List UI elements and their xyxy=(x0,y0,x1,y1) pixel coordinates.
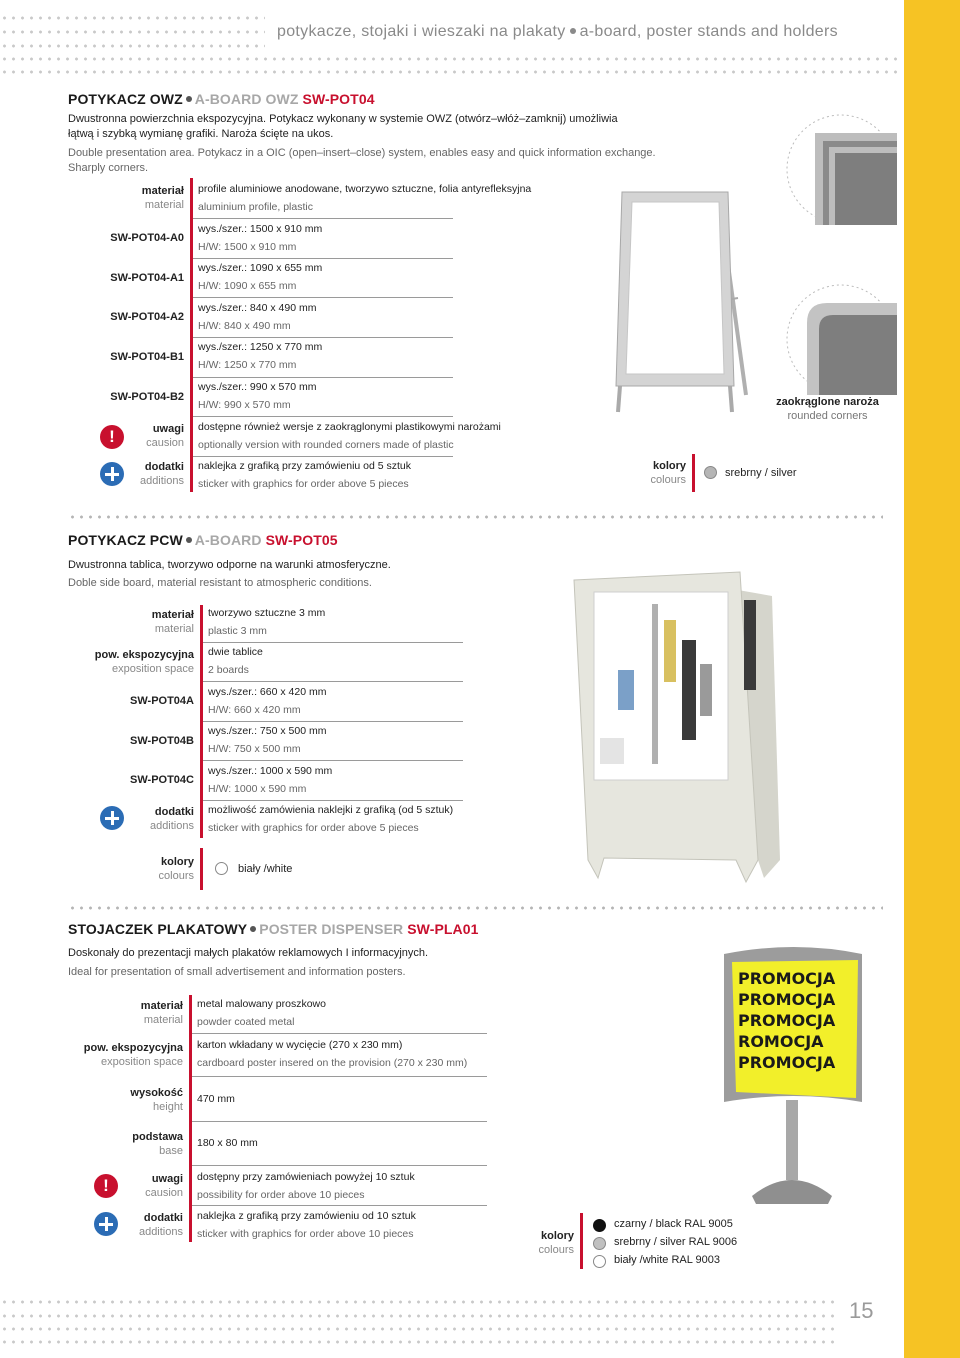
red-divider xyxy=(190,178,193,492)
size-b2: wys./szer.: 990 x 570 mm H/W: 990 x 570 mm xyxy=(198,381,317,411)
exposition-label: pow. ekspozycyjna exposition space xyxy=(83,1042,183,1068)
white-label: biały /white xyxy=(238,863,293,875)
size-b1: wys./szer.: 1250 x 770 mm H/W: 1250 x 770 mm xyxy=(198,341,323,371)
white-swatch xyxy=(593,1255,606,1268)
caution-icon: ! xyxy=(94,1174,118,1198)
silver-label: srebrny / silver RAL 9006 xyxy=(614,1236,738,1248)
red-divider xyxy=(200,848,203,890)
header-dots xyxy=(0,44,265,48)
row-line xyxy=(192,1165,487,1166)
silver-label: srebrny / silver xyxy=(725,467,797,479)
section-title-pcw: POTYKACZ PCW A-BOARD SW-POT05 xyxy=(68,532,338,548)
plus-icon xyxy=(94,1212,118,1236)
section-title-owz: POTYKACZ OWZ A-BOARD OWZ SW-POT04 xyxy=(68,91,375,107)
poster-text xyxy=(738,968,848,1073)
base-value: 180 x 80 mm xyxy=(197,1137,258,1149)
exposition-value: karton wkładany w wycięcie (270 x 230 mm) cardboard poster insered on the provision (270 x 230 mm) xyxy=(197,1039,468,1069)
footer-dots xyxy=(0,1300,840,1304)
row-line xyxy=(193,218,453,219)
header-dots xyxy=(0,30,265,34)
material-label: materiał material xyxy=(140,1000,183,1026)
model-code-a2: SW-POT04-A2 xyxy=(110,311,184,323)
colours-label: kolory colours xyxy=(538,1230,574,1256)
model-code-pot04c: SW-POT04C xyxy=(130,774,194,786)
rounded-corners-label: zaokrąglone naroża rounded corners xyxy=(776,396,879,422)
poster-line: PROMOCJA xyxy=(738,969,836,988)
rounded-corner-detail xyxy=(785,283,897,395)
exposition-value: dwie tablice 2 boards xyxy=(208,646,263,676)
size-a0: wys./szer.: 1500 x 910 mm H/W: 1500 x 910 mm xyxy=(198,223,323,253)
model-code-a0: SW-POT04-A0 xyxy=(110,232,184,244)
material-label: materiał material xyxy=(151,609,194,635)
size-pot04b: wys./szer.: 750 x 500 mm H/W: 750 x 500 mm xyxy=(208,725,327,755)
yellow-side-bar xyxy=(904,0,960,1358)
red-divider xyxy=(580,1213,583,1269)
aboard-pcw-image xyxy=(560,560,790,885)
additions-value: naklejka z grafiką przy zamówieniu od 5 sztuk sticker with graphics for order above 5 pieces xyxy=(198,460,412,490)
model-code-b1: SW-POT04-B1 xyxy=(110,351,184,363)
section-desc-en: Double presentation area. Potykacz in a OIC (open–insert–close) system, enables easy and quick information exchange. Sharply corners. xyxy=(68,147,656,174)
footer-dots xyxy=(0,1340,840,1344)
silver-swatch xyxy=(593,1237,606,1250)
height-label: wysokość height xyxy=(130,1087,183,1113)
caution-label: uwagi causion xyxy=(146,423,184,449)
row-line xyxy=(192,1205,487,1206)
poster-line: PROMOCJA xyxy=(738,1011,836,1030)
additions-value: naklejka z grafiką przy zamówieniu od 10 sztuk sticker with graphics for order above 10 pieces xyxy=(197,1210,416,1240)
model-code-a1: SW-POT04-A1 xyxy=(110,272,184,284)
base-label: podstawa base xyxy=(132,1131,183,1157)
row-line xyxy=(192,1076,487,1077)
caution-label: uwagi causion xyxy=(145,1173,183,1199)
model-code-pot04a: SW-POT04A xyxy=(130,695,194,707)
footer-dots xyxy=(0,1327,840,1331)
model-code-b2: SW-POT04-B2 xyxy=(110,391,184,403)
exposition-label: pow. ekspozycyjna exposition space xyxy=(94,649,194,675)
size-pot04a: wys./szer.: 660 x 420 mm H/W: 660 x 420 mm xyxy=(208,686,327,716)
white-swatch xyxy=(215,862,228,875)
poster-line: PROMOCJA xyxy=(738,1053,836,1072)
material-label: materiał material xyxy=(141,185,184,211)
row-line xyxy=(193,416,453,417)
additions-value: możliwość zamówienia naklejki z grafiką (od 5 sztuk) sticker with graphics for order above 5 pieces xyxy=(208,804,454,834)
silver-swatch xyxy=(704,466,717,479)
sharp-corner-detail xyxy=(785,113,897,225)
header-dots xyxy=(0,57,900,61)
poster-line: ROMOCJA xyxy=(738,1032,824,1051)
row-line xyxy=(192,1033,487,1034)
red-divider xyxy=(692,454,695,492)
page-number: 15 xyxy=(849,1298,874,1323)
height-value: 470 mm xyxy=(197,1093,235,1105)
row-line xyxy=(203,760,463,761)
caution-icon: ! xyxy=(100,425,124,449)
material-value: profile aluminiowe anodowane, tworzywo sztuczne, folia antyrefleksyjna aluminium profile, plastic xyxy=(198,183,532,213)
row-line xyxy=(203,681,463,682)
footer-dots xyxy=(0,1314,840,1318)
section-divider xyxy=(68,515,883,519)
section-desc-pl: Dwustronna powierzchnia ekspozycyjna. Potykacz wykonany w systemie OWZ (otwórz–włóż–zamknij) umożliwia łątwą i szybką wymianę grafiki. Naroża ścięte na ukos. xyxy=(68,113,618,140)
colours-label: kolory colours xyxy=(158,856,194,882)
header-dots xyxy=(0,70,900,74)
size-pot04c: wys./szer.: 1000 x 590 mm H/W: 1000 x 590 mm xyxy=(208,765,333,795)
page-header-title: potykacze, stojaki i wieszaki na plakaty a-board, poster stands and holders xyxy=(277,23,838,40)
white-label: biały /white RAL 9003 xyxy=(614,1254,720,1266)
additions-label: dodatki additions xyxy=(139,461,184,487)
aboard-owz-image xyxy=(608,180,758,420)
material-value: tworzywo sztuczne 3 mm plastic 3 mm xyxy=(208,607,326,637)
section-desc-en: Ideal for presentation of small advertisement and information posters. xyxy=(68,966,406,978)
caution-value: dostępny przy zamówieniach powyżej 10 sztuk possibility for order above 10 pieces xyxy=(197,1171,415,1201)
caution-value: dostępne również wersje z zaokrąglonymi plastikowymi narożami optionally version with rounded corners made of plastic xyxy=(198,421,501,451)
section-desc-en: Doble side board, material resistant to atmospheric conditions. xyxy=(68,577,372,589)
black-swatch xyxy=(593,1219,606,1232)
black-label: czarny / black RAL 9005 xyxy=(614,1218,733,1230)
additions-label: dodatki additions xyxy=(149,806,194,832)
section-desc-pl: Doskonały do prezentacji małych plakatów reklamowych I informacyjnych. xyxy=(68,947,429,959)
row-line xyxy=(192,1121,487,1122)
section-divider xyxy=(68,906,883,910)
poster-line: PROMOCJA xyxy=(738,990,836,1009)
colours-label: kolory colours xyxy=(650,460,686,486)
material-value: metal malowany proszkowo powder coated metal xyxy=(197,998,326,1028)
section-title-poster: STOJACZEK PLAKATOWY POSTER DISPENSER SW-PLA01 xyxy=(68,921,479,937)
additions-label: dodatki additions xyxy=(138,1212,183,1238)
size-a2: wys./szer.: 840 x 490 mm H/W: 840 x 490 mm xyxy=(198,302,317,332)
header-dots xyxy=(0,16,265,20)
section-desc-pl: Dwustronna tablica, tworzywo odporne na warunki atmosferyczne. xyxy=(68,559,391,571)
model-code-pot04b: SW-POT04B xyxy=(130,735,194,747)
size-a1: wys./szer.: 1090 x 655 mm H/W: 1090 x 655 mm xyxy=(198,262,323,292)
row-line xyxy=(193,297,453,298)
